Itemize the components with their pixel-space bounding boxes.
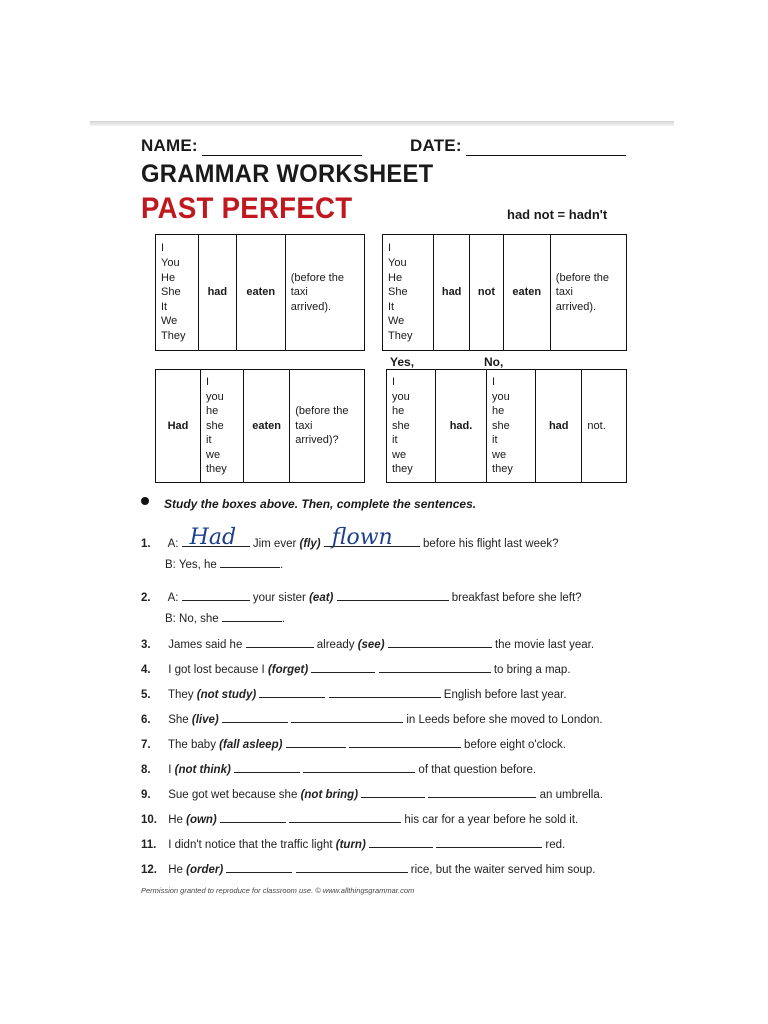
- question-number: 2.: [141, 592, 151, 604]
- question-text: James said he: [168, 639, 243, 651]
- question-number: 4.: [141, 664, 151, 676]
- question-text: I: [168, 764, 172, 776]
- verb-hint: (fall asleep): [219, 739, 283, 751]
- period: .: [280, 559, 284, 571]
- contraction-note: had not = hadn't: [507, 207, 608, 222]
- question-12: [141, 862, 596, 876]
- answer-blank[interactable]: [246, 637, 314, 648]
- name-blank: [202, 139, 362, 156]
- no-neg-cell: not.: [582, 370, 627, 483]
- worksheet-title: GRAMMAR WORKSHEET: [141, 160, 434, 188]
- answer-blank[interactable]: [291, 712, 403, 723]
- affirmative-table: [155, 234, 365, 351]
- answer-blank[interactable]: [222, 712, 288, 723]
- answer-blank[interactable]: [289, 812, 401, 823]
- answer-blank[interactable]: [222, 611, 282, 622]
- question-text: breakfast before she left?: [451, 592, 582, 604]
- question-text: English before last year.: [443, 689, 567, 701]
- question-text: his car for a year before he sold it.: [404, 814, 579, 826]
- yes-aux-cell: had.: [436, 370, 487, 483]
- short-answer-table: [386, 369, 627, 483]
- question-number: 8.: [141, 764, 151, 776]
- answer-blank[interactable]: [220, 557, 280, 568]
- question-text: in Leeds before she moved to London.: [406, 714, 603, 726]
- instructions: Study the boxes above. Then, complete the sentences.: [164, 497, 477, 511]
- verb-hint: (order): [186, 864, 224, 876]
- question-text: I got lost because I: [168, 664, 265, 676]
- answer-blank[interactable]: [234, 762, 300, 773]
- question-text: before eight o'clock.: [464, 739, 566, 751]
- aux-cell: Had: [156, 370, 201, 483]
- name-field: [141, 136, 362, 156]
- neg-cell: not: [470, 235, 503, 351]
- question-text: They: [168, 689, 194, 701]
- handwritten-answer-2: flown: [331, 525, 393, 550]
- question-text: of that question before.: [418, 764, 537, 776]
- aux-cell: had: [199, 235, 237, 351]
- answer-blank[interactable]: [182, 590, 250, 601]
- speaker-a: A:: [167, 538, 179, 550]
- speaker-b: B: No, she: [165, 613, 219, 625]
- answer-blank[interactable]: [337, 590, 449, 601]
- verb-hint: (not bring): [300, 789, 359, 801]
- speaker-a: A:: [167, 592, 179, 604]
- question-number: 6.: [141, 714, 151, 726]
- question-text: already: [316, 639, 355, 651]
- worksheet-subtitle: PAST PERFECT: [141, 192, 353, 225]
- answer-blank[interactable]: [349, 737, 461, 748]
- answer-blank[interactable]: [259, 687, 325, 698]
- answer-blank[interactable]: [226, 862, 292, 873]
- question-text: He: [168, 864, 183, 876]
- verb-hint: (turn): [335, 839, 366, 851]
- answer-blank[interactable]: [329, 687, 441, 698]
- verb-hint: (not study): [196, 689, 257, 701]
- answer-blank[interactable]: [311, 662, 375, 673]
- date-label: DATE:: [410, 136, 462, 155]
- question-number: 7.: [141, 739, 151, 751]
- question-text: the movie last year.: [494, 639, 595, 651]
- answer-blank[interactable]: [361, 787, 425, 798]
- answer-blank[interactable]: [388, 637, 492, 648]
- no-aux-cell: had: [536, 370, 582, 483]
- question-text: rice, but the waiter served him soup.: [410, 864, 596, 876]
- tail-cell: (before the taxi arrived).: [550, 235, 626, 351]
- pronoun-cell: I You He She It We They: [156, 235, 199, 351]
- pronoun-cell: I you he she it we they: [201, 370, 244, 483]
- verb-cell: eaten: [244, 370, 290, 483]
- answer-blank[interactable]: [182, 525, 250, 550]
- question-text: She: [168, 714, 189, 726]
- verb-hint: (forget): [267, 664, 309, 676]
- date-field: [410, 136, 626, 156]
- bullet-icon: [141, 497, 149, 505]
- negative-table: [382, 234, 627, 351]
- question-text: Sue got wet because she: [168, 789, 298, 801]
- pronoun-cell: I You He She It We They: [383, 235, 434, 351]
- question-9: [141, 787, 603, 801]
- question-number: 12.: [141, 864, 157, 876]
- copyright-footer: Permission granted to reproduce for classroom use. © www.allthingsgrammar.com: [141, 886, 415, 895]
- question-1: [141, 525, 559, 550]
- question-text: an umbrella.: [539, 789, 603, 801]
- answer-blank[interactable]: [296, 862, 408, 873]
- verb-hint: (eat): [309, 592, 334, 604]
- question-text: your sister: [252, 592, 306, 604]
- page-top-edge: [90, 121, 674, 126]
- tail-cell: (before the taxi arrived).: [285, 235, 364, 351]
- question-number: 9.: [141, 789, 151, 801]
- question-6: [141, 712, 603, 726]
- answer-blank[interactable]: [303, 762, 415, 773]
- question-5: [141, 687, 567, 701]
- answer-blank[interactable]: [379, 662, 491, 673]
- question-1-reply: [165, 557, 283, 571]
- question-text: Jim ever: [252, 538, 297, 550]
- no-pronoun-cell: I you he she it we they: [487, 370, 536, 483]
- answer-blank[interactable]: [220, 812, 286, 823]
- date-blank: [466, 139, 626, 156]
- verb-cell: eaten: [236, 235, 285, 351]
- question-text: to bring a map.: [493, 664, 571, 676]
- question-11: [141, 837, 565, 851]
- answer-blank[interactable]: [436, 837, 542, 848]
- question-number: 5.: [141, 689, 151, 701]
- question-number: 3.: [141, 639, 151, 651]
- answer-blank[interactable]: [286, 737, 346, 748]
- question-4: [141, 662, 571, 676]
- question-text: I didn't notice that the traffic light: [168, 839, 333, 851]
- question-number: 1.: [141, 538, 151, 550]
- verb-hint: (live): [191, 714, 219, 726]
- verb-cell: eaten: [503, 235, 550, 351]
- no-label: No,: [484, 355, 504, 369]
- question-text: red.: [545, 839, 566, 851]
- question-number: 10.: [141, 814, 157, 826]
- period: .: [281, 613, 286, 625]
- speaker-b: B: Yes, he: [165, 559, 217, 571]
- question-text: before his flight last week?: [423, 538, 559, 550]
- answer-blank[interactable]: [369, 837, 433, 848]
- tail-cell: (before the taxi arrived)?: [290, 370, 365, 483]
- handwritten-answer-1: Had: [189, 525, 237, 550]
- question-7: [141, 737, 566, 751]
- name-label: NAME:: [141, 136, 198, 155]
- question-10: [141, 812, 578, 826]
- yes-label: Yes,: [390, 355, 415, 369]
- verb-hint: (own): [186, 814, 217, 826]
- question-3: [141, 637, 594, 651]
- aux-cell: had: [434, 235, 470, 351]
- answer-blank[interactable]: [324, 525, 420, 550]
- question-table: [155, 369, 365, 483]
- question-2: [141, 590, 582, 604]
- yes-pronoun-cell: I you he she it we they: [387, 370, 436, 483]
- question-number: 11.: [141, 839, 157, 851]
- verb-hint: (not think): [174, 764, 231, 776]
- question-2-reply: [165, 611, 285, 625]
- verb-hint: (see): [357, 639, 385, 651]
- answer-blank[interactable]: [428, 787, 536, 798]
- question-text: The baby: [168, 739, 216, 751]
- verb-hint: (fly): [299, 538, 321, 550]
- question-text: He: [168, 814, 183, 826]
- question-8: [141, 762, 536, 776]
